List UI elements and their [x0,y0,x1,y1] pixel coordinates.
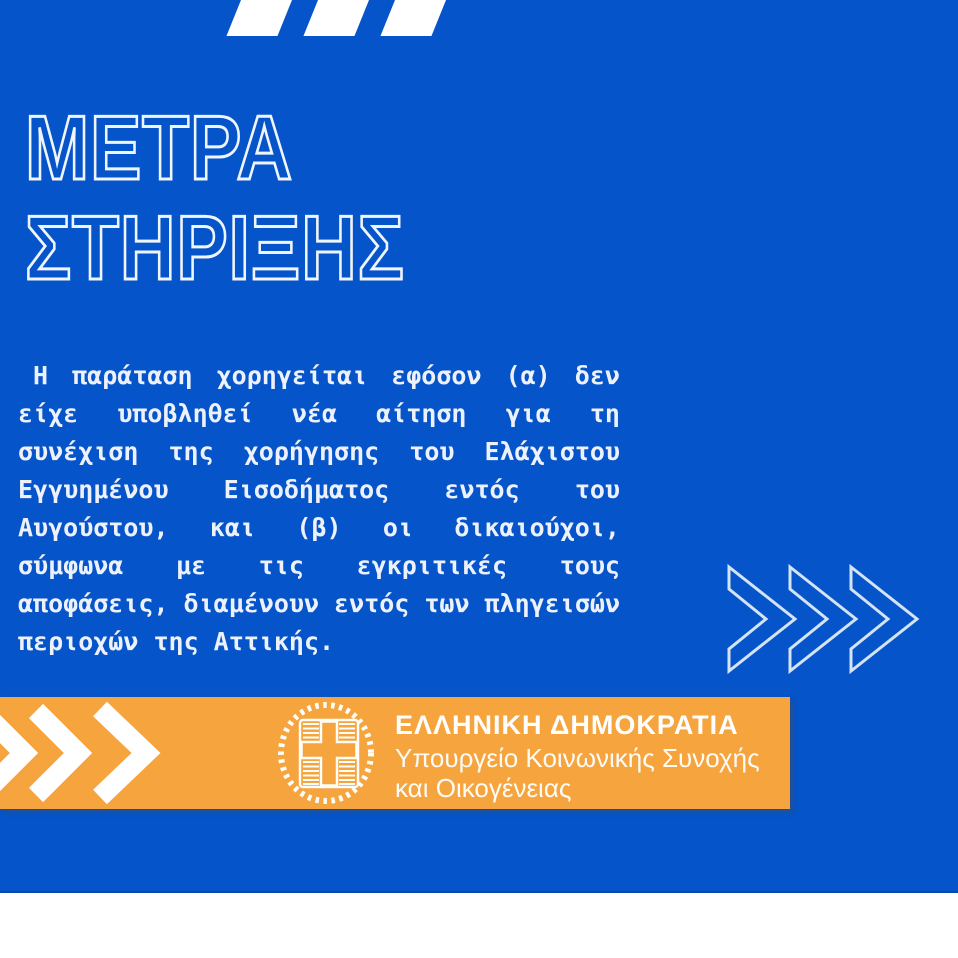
ministry-banner [0,697,790,809]
greek-republic-emblem-icon [275,701,377,806]
ministry-name-line1: Υπουργείο Κοινωνικής Συνοχής [395,743,760,773]
body-line: σύμφωνα με τις εγκριτικές τους [18,551,620,580]
org-name: ΕΛΛΗΝΙΚΗ ΔΗΜΟΚΡΑΤΙΑ [395,710,739,740]
poster-title-line2: ΣΤΗΡΙΞΗΣ [25,198,405,299]
body-line: περιοχών της Αττικής. [18,627,335,656]
bottom-white-strip [0,891,958,958]
body-text [18,357,620,661]
triple-chevron-right-filled-icon [0,697,170,809]
body-line: συνέχιση της χορήγησης του Ελάχιστου [18,437,620,466]
body-line: Εγγυημένου Εισοδήματος εντός του [18,475,620,504]
triple-chevron-right-outline-icon [722,560,932,676]
diagonal-stripes-icon [241,0,472,36]
body-line: είχε υποβληθεί νέα αίτηση για τη [18,399,620,428]
banner-text [395,710,760,803]
body-line: Η παράταση χορηγείται εφόσον (α) δεν [33,361,620,390]
ministry-name-line2: και Οικογένειας [395,773,572,803]
body-line: Αυγούστου, και (β) οι δικαιούχοι, [18,513,620,542]
body-line: αποφάσεις, διαμένουν εντός των πληγεισών [18,589,620,618]
poster-title-line1: ΜΕΤΡΑ [25,98,293,199]
